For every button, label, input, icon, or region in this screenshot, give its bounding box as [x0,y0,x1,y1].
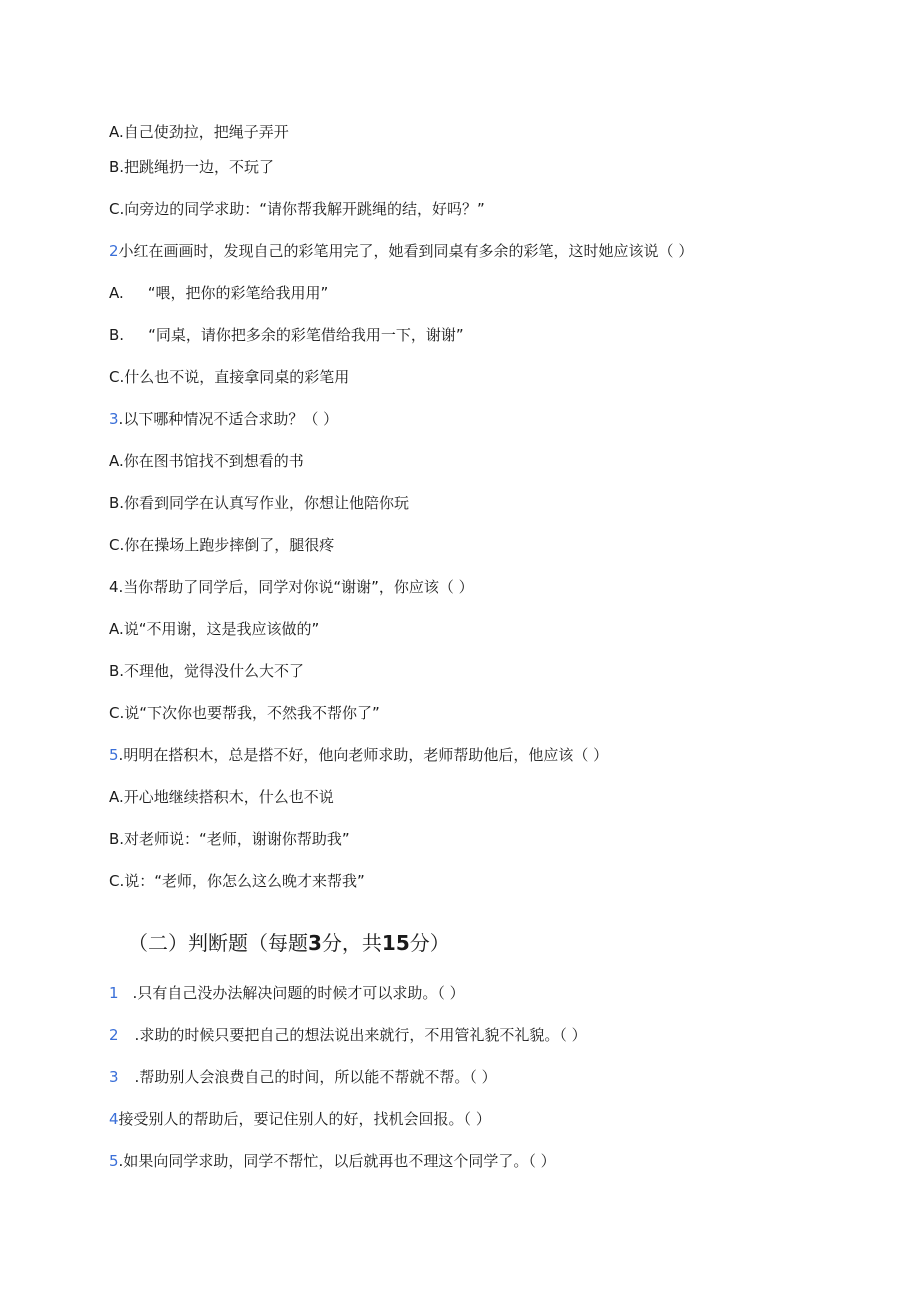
q3-text: .以下哪种情况不适合求助？（ ） [118,410,339,428]
q2-option-a [109,283,328,303]
judge-item [109,983,465,1003]
q2-option-a-text: “喂，把你的彩笔给我用用” [147,284,329,302]
q4-question: 4.当你帮助了同学后，同学对你说“谢谢”，你应该（ ） [109,578,474,596]
q4-option-a: A.说“不用谢，这是我应该做的” [109,620,320,638]
q1-option-a: A.自己使劲拉，把绳子弄开 [109,123,289,141]
q5-option-a: A.开心地继续搭积木，什么也不说 [109,788,334,806]
section-heading-pre: （二）判断题（每题 [128,931,308,955]
q2-text: 小红在画画时，发现自己的彩笔用完了，她看到同桌有多余的彩笔，这时她应该说（ ） [118,242,694,260]
q1-option-c: C.向旁边的同学求助：“请你帮我解开跳绳的结，好吗？” [109,200,485,218]
judge-number: 4 [109,1110,119,1128]
section-heading-post: 分） [409,931,450,955]
judge-item [109,1025,587,1045]
q2-question [109,241,693,261]
q2-number: 2 [109,242,119,260]
judge-text: .求助的时候只要把自己的想法说出来就行，不用管礼貌不礼貌。（ ） [134,1026,587,1044]
q1-option-b: B.把跳绳扔一边，不玩了 [109,158,275,176]
q4-option-b: B.不理他，觉得没什么大不了 [109,662,305,680]
judge-text: 接受别人的帮助后，要记住别人的好，找机会回报。（ ） [118,1110,491,1128]
judge-number: 3 [109,1068,119,1086]
q5-question [109,745,608,765]
judge-item [109,1109,491,1129]
q3-option-a: A.你在图书馆找不到想看的书 [109,452,304,470]
q3-number: 3 [109,410,119,428]
q4-option-c: C.说“下次你也要帮我，不然我不帮你了” [109,704,380,722]
judge-text: .只有自己没办法解决问题的时候才可以求助。（ ） [132,984,465,1002]
q3-question [109,409,338,429]
q5-option-c: C.说：“老师，你怎么这么晚才来帮我” [109,872,365,890]
section-heading-mid: 分，共 [321,931,382,955]
q5-text: .明明在搭积木，总是搭不好，他向老师求助，老师帮助他后，他应该（ ） [118,746,609,764]
q5-option-b: B.对老师说：“老师，谢谢你帮助我” [109,830,350,848]
q5-number: 5 [109,746,119,764]
q2-option-b [109,325,464,345]
section-score-each: 3 [308,931,322,955]
judge-text: .如果向同学求助，同学不帮忙，以后就再也不理这个同学了。（ ） [118,1152,556,1170]
q2-option-b-text: “同桌，请你把多余的彩笔借给我用一下，谢谢” [148,326,464,344]
judge-item [109,1151,556,1171]
judge-number: 2 [109,1026,119,1044]
judge-number: 5 [109,1152,119,1170]
judge-text: .帮助别人会浪费自己的时间，所以能不帮就不帮。（ ） [134,1068,497,1086]
q2-option-c: C.什么也不说，直接拿同桌的彩笔用 [109,368,350,386]
q3-option-c: C.你在操场上跑步摔倒了，腿很疼 [109,536,335,554]
section-score-total: 15 [381,931,410,955]
q2-option-b-label: B. [109,326,125,344]
judge-number: 1 [109,984,119,1002]
section-heading-judgement [128,930,450,956]
q3-option-b: B.你看到同学在认真写作业，你想让他陪你玩 [109,494,410,512]
q2-option-a-label: A. [109,284,124,302]
judge-item [109,1067,497,1087]
